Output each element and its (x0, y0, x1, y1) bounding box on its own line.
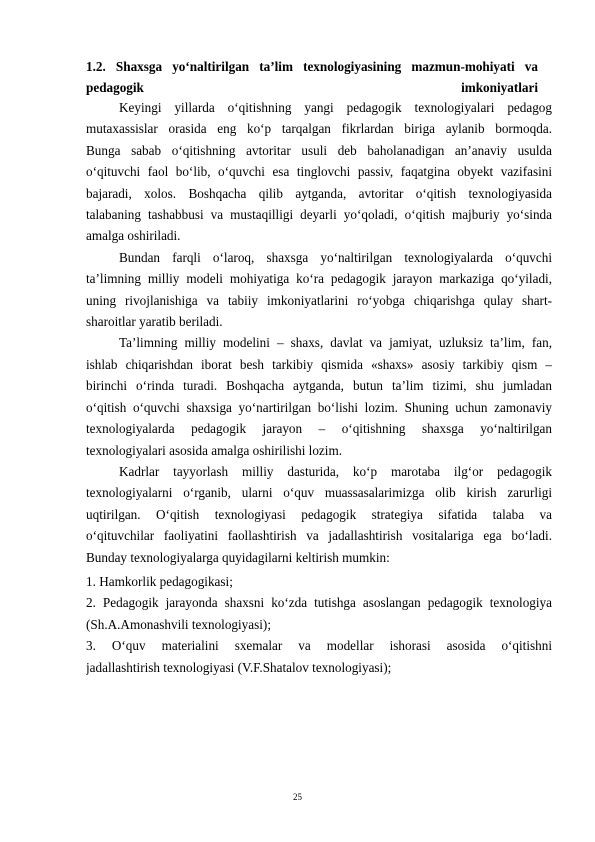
text-line: o‘qituvchilar faoliyatini faollashtirish va jadallashtirish vositalariga ega bo‘ladi. (86, 528, 552, 544)
text-line: texnologiyalarni o‘rganib, ularni o‘quv muassasalarimizga olib kirish zarurligi (86, 485, 552, 501)
heading-line: pedagogik imkoniyatlari (86, 80, 538, 96)
paragraph (86, 332, 552, 460)
list-item (86, 635, 552, 678)
paragraph (86, 97, 552, 247)
text-line: Kadrlar tayyorlash milliy dasturida, ko‘p marotaba ilg‘or pedagogik (119, 463, 552, 479)
text-line: bajaradi, xolos. Boshqacha qilib aytganda, avtoritar o‘qitish texnologiyasida (86, 185, 552, 201)
text-line: Bundan farqli o‘laroq, shaxsga yo‘naltirilgan texnologiyalarda o‘quvchi (119, 249, 552, 265)
text-line: Keyingi yillarda o‘qitishning yangi pedagogik texnologiyalari pedagog (119, 100, 552, 115)
text-line: o‘qituvchi faol bo‘lib, o‘quvchi esa tinglovchi passiv, faqatgina obyekt vazifasini (86, 164, 552, 180)
text-line: amalga oshiriladi. (86, 228, 181, 244)
text-line: texnologiyalari asosida amalga oshirilishi lozim. (86, 442, 343, 458)
text-line: 3. O‘quv materialini sxemalar va modellar ishorasi asosida o‘qitishni (86, 638, 552, 654)
text-line: ta’limning milliy modeli mohiyatiga ko‘ra pedagogik jarayon markaziga qo‘yiladi, (86, 271, 552, 287)
text-line: mutaxassislar orasida eng ko‘p tarqalgan fikrlardan biriga aylanib bormoqda. (86, 121, 552, 137)
text-line: talabaning tashabbusi va mustaqilligi deyarli yo‘qoladi, o‘qitish majburiy yo‘sinda (86, 207, 552, 223)
text-line: uqtirilgan. O‘qitish texnologiyasi pedagogik strategiya sifatida talaba va (86, 506, 552, 522)
text-line: jadallashtirish texnologiyasi (V.F.Shatalov texnologiyasi); (86, 659, 392, 675)
paragraph (86, 247, 552, 333)
text-line: Bunga sabab o‘qitishning avtoritar usuli deb baholanadigan an’anaviy usulda (86, 142, 552, 158)
text-line: birinchi o‘rinda turadi. Boshqacha aytganda, butun ta’lim tizimi, shu jumladan (86, 378, 552, 394)
text-line: ishlab chiqarishdan iborat besh tarkibiy qismida «shaxs» asosiy tarkibiy qism – (86, 356, 552, 372)
heading-line: 1.2. Shaxsga yo‘naltirilgan ta’lim texnologiyasining mazmun-mohiyati va (86, 59, 538, 74)
body-text (86, 97, 552, 678)
page-number: 25 (293, 792, 302, 802)
text-line: 1. Hamkorlik pedagogikasi; (86, 573, 233, 589)
text-line: (Sh.A.Amonashvili texnologiyasi); (86, 616, 271, 632)
list-item (86, 592, 552, 635)
text-line: uning rivojlanishiga va tabiiy imkoniyatlarini ro‘yobga chiqarishga qulay shart- (86, 292, 552, 308)
section-heading (86, 56, 538, 99)
text-line: Ta’limning milliy modelini – shaxs, davlat va jamiyat, uzluksiz ta’lim, fan, (119, 335, 552, 351)
list-item (86, 571, 552, 592)
text-line: 2. Pedagogik jarayonda shaxsni ko‘zda tutishga asoslangan pedagogik texnologiya (86, 595, 552, 611)
text-line: sharoitlar yaratib beriladi. (86, 314, 223, 330)
text-line: texnologiyalarda pedagogik jarayon – o‘qitishning shaxsga yo‘naltirilgan (86, 421, 552, 437)
text-line: Bunday texnologiyalarga quyidagilarni keltirish mumkin: (86, 549, 390, 565)
text-line: o‘qitish o‘quvchi shaxsiga yo‘nartirilgan bo‘lishi lozim. Shuning uchun zamonaviy (86, 399, 552, 415)
paragraph (86, 461, 552, 568)
